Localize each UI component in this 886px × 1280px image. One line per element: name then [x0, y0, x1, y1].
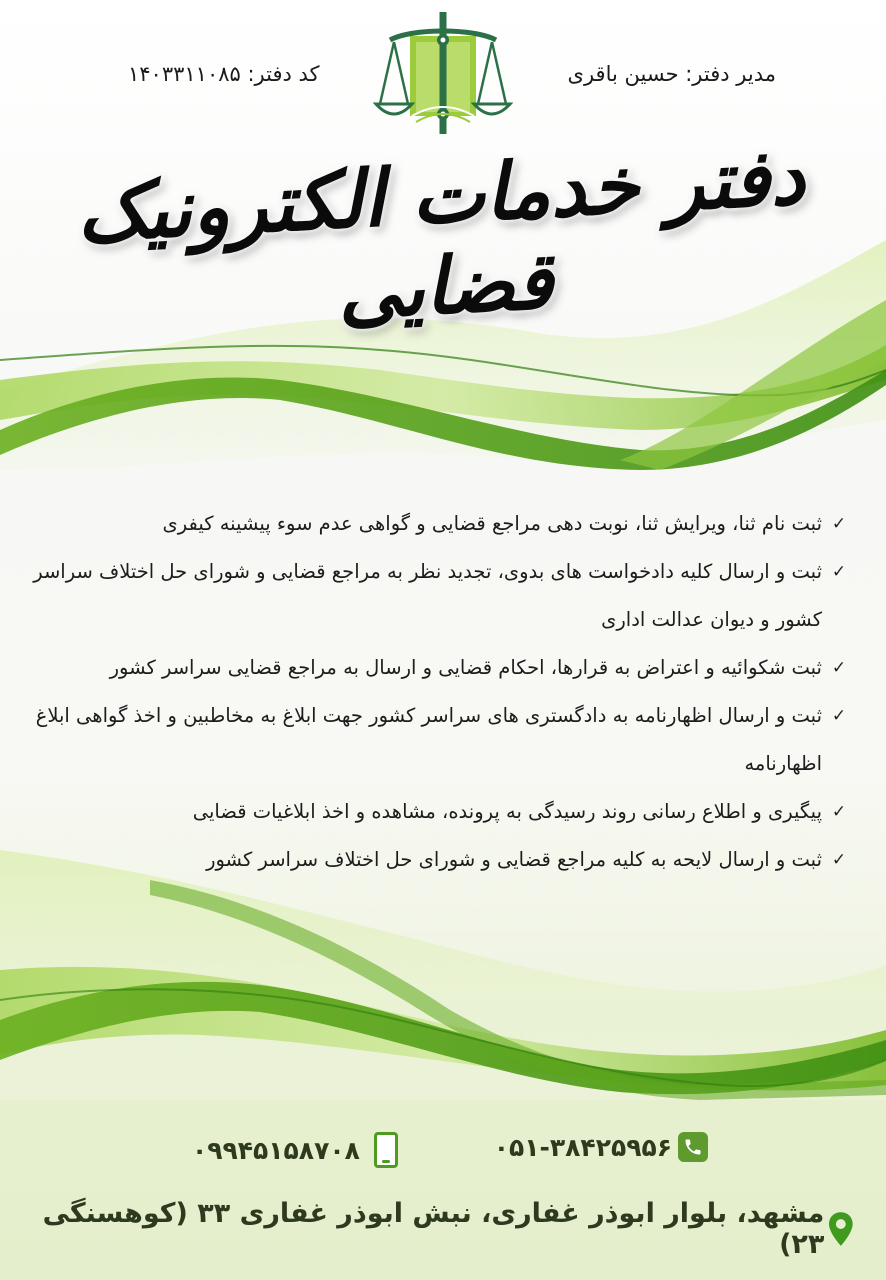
service-item — [26, 644, 856, 692]
mobile-icon — [374, 1132, 398, 1168]
check-icon: ✓ — [831, 706, 847, 726]
check-icon: ✓ — [831, 658, 847, 678]
phone-icon — [678, 1132, 708, 1162]
service-text: ثبت نام ثنا، ویرایش ثنا، نوبت دهی مراجع قضایی و گواهی عدم سوء پیشینه کیفری — [162, 512, 822, 535]
office-manager-label: مدیر دفتر: حسین باقری — [567, 62, 776, 86]
service-text: پیگیری و اطلاع رسانی روند رسیدگی به پرونده، مشاهده و اخذ ابلاغیات قضایی — [192, 800, 822, 823]
check-icon: ✓ — [831, 850, 847, 870]
phone-contact[interactable] — [494, 1132, 708, 1162]
service-text: ثبت و ارسال اظهارنامه به دادگستری های سراسر کشور جهت ابلاغ به مخاطبین و اخذ گواهی ابلاغ اظهارنامه — [35, 704, 822, 775]
service-text: ثبت شکوائیه و اعتراض به قرارها، احکام قضایی و ارسال به مراجع قضایی سراسر کشور — [109, 656, 822, 679]
address — [0, 1198, 854, 1260]
service-item — [26, 500, 856, 548]
page-title: دفتر خدمات الکترونیک قضایی — [74, 131, 807, 338]
service-text: ثبت و ارسال کلیه دادخواست های بدوی، تجدید نظر به مراجع قضایی و شورای حل اختلاف سراسر کشور و دیوان عدالت اداری — [33, 560, 822, 631]
mobile-number[interactable]: ۰۹۹۴۵۱۵۸۷۰۸ — [192, 1135, 360, 1165]
office-code-label: کد دفتر: ۱۴۰۳۳۱۱۰۸۵ — [128, 62, 320, 86]
service-item — [26, 548, 856, 644]
phone-number[interactable]: ۰۵۱-۳۸۴۲۵۹۵۶ — [493, 1132, 672, 1162]
check-icon: ✓ — [831, 562, 847, 582]
check-icon: ✓ — [831, 802, 847, 822]
scales-of-justice-book-icon — [372, 6, 514, 138]
location-pin-icon — [828, 1211, 854, 1247]
service-item — [26, 692, 856, 788]
service-item — [26, 836, 856, 884]
mobile-contact[interactable] — [192, 1132, 398, 1168]
services-list — [26, 500, 856, 884]
service-item — [26, 788, 856, 836]
service-text: ثبت و ارسال لایحه به کلیه مراجع قضایی و شورای حل اختلاف سراسر کشور — [206, 848, 822, 871]
check-icon: ✓ — [831, 514, 847, 534]
address-text: مشهد، بلوار ابوذر غفاری، نبش ابوذر غفاری ۳۳ (کوهسنگی ۲۳) — [42, 1198, 825, 1260]
